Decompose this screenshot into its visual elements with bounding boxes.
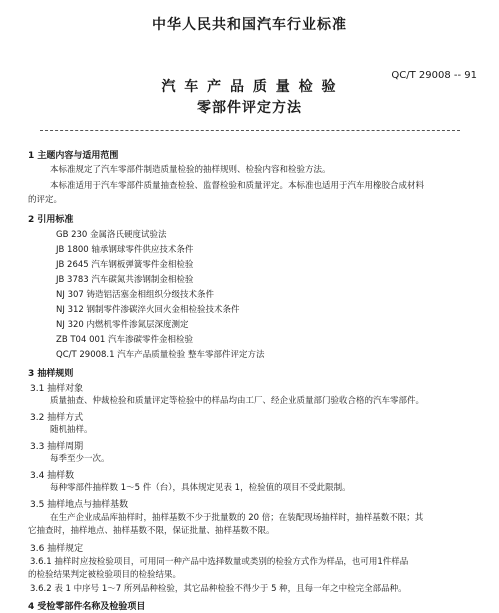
subsection-3-3-text: 每季至少一次。 [50, 454, 110, 464]
section-2-title: 2 引用标准 [28, 215, 74, 225]
reference-item: QC/T 29008.1 汽车产品质量检验 整车零部件评定方法 [56, 350, 265, 360]
document-title: 汽 车 产 品 质 量 检 验 [161, 79, 338, 95]
subsection-3-2-title: 3.2 抽样方式 [30, 413, 84, 423]
standard-header: 中华人民共和国汽车行业标准 [152, 17, 347, 33]
reference-item: NJ 312 钢制零件渗碳淬火回火金相检验技术条件 [56, 305, 240, 315]
section-1-paragraph-2: 本标准适用于汽车零部件质量抽查检验、监督检验和质量评定。本标准也适用于汽车用橡胶合成材料 [50, 181, 425, 191]
subsection-3-5-text-cont: 它抽查时，抽样地点、抽样基数不限，保证批量、抽样基数不限。 [28, 526, 275, 536]
subsection-3-6-title: 3.6 抽样规定 [30, 544, 84, 554]
reference-item: JB 1800 轴承钢球零件供应技术条件 [56, 245, 194, 255]
section-1-paragraph-2-cont: 的评定。 [28, 195, 63, 205]
subsection-3-6-2-text: 3.6.2 表 1 中序号 1～7 所列品种检验，其它品种检验不得少于 5 种，且每一年之中检完全部品种。 [30, 584, 407, 594]
subsection-3-6-1-text: 3.6.1 抽样时应按检验项目，可用同一种产品中选择数量或类别的检验方式作为样品，也可用1件样品 [30, 557, 409, 567]
reference-item: GB 230 金属洛氏硬度试验法 [56, 230, 167, 240]
subsection-3-5-text: 在生产企业成品库抽样时，抽样基数不少于批量数的 20 倍；在装配现场抽样时，抽样基数不限；其 [50, 513, 424, 523]
title-divider [40, 130, 460, 131]
subsection-3-6-1-text-cont: 的检验结果判定被检验项目的检验结果。 [28, 570, 182, 580]
subsection-3-1-text: 质量抽查、仲裁检验和质量评定等检验中的样品均由工厂、经企业质量部门验收合格的汽车零部件。 [50, 396, 425, 406]
section-1-title: 1 主题内容与适用范围 [28, 151, 119, 161]
subsection-3-1-title: 3.1 抽样对象 [30, 384, 84, 394]
section-3-title: 3 抽样规则 [28, 369, 74, 379]
subsection-3-5-title: 3.5 抽样地点与抽样基数 [30, 500, 129, 510]
document-subtitle: 零部件评定方法 [197, 100, 302, 116]
section-1-paragraph-1: 本标准规定了汽车零部件制造质量检验的抽样规则、检验内容和检验方法。 [50, 165, 331, 175]
reference-item: ZB T04 001 汽车渗碳零件金相检验 [56, 335, 193, 345]
section-4-title: 4 受检零部件名称及检验项目 [28, 602, 146, 612]
subsection-3-2-text: 随机抽样。 [50, 425, 93, 435]
reference-item: JB 3783 汽车碳氮共渗钢制金相检验 [56, 275, 194, 285]
reference-item: JB 2645 汽车钢板弹簧零件金相检验 [56, 260, 194, 270]
reference-item: NJ 307 铸造铝活塞金相组织分级技术条件 [56, 290, 214, 300]
subsection-3-4-title: 3.4 抽样数 [30, 471, 75, 481]
subsection-3-3-title: 3.3 抽样周期 [30, 442, 84, 452]
standard-number: QC/T 29008 -- 91 [391, 70, 477, 81]
reference-item: NJ 320 内燃机零件渗氮层深度测定 [56, 320, 189, 330]
subsection-3-4-text: 每种零部件抽样数 1～5 件（台），具体规定见表 1，检验值的项目不受此限制。 [50, 483, 351, 493]
